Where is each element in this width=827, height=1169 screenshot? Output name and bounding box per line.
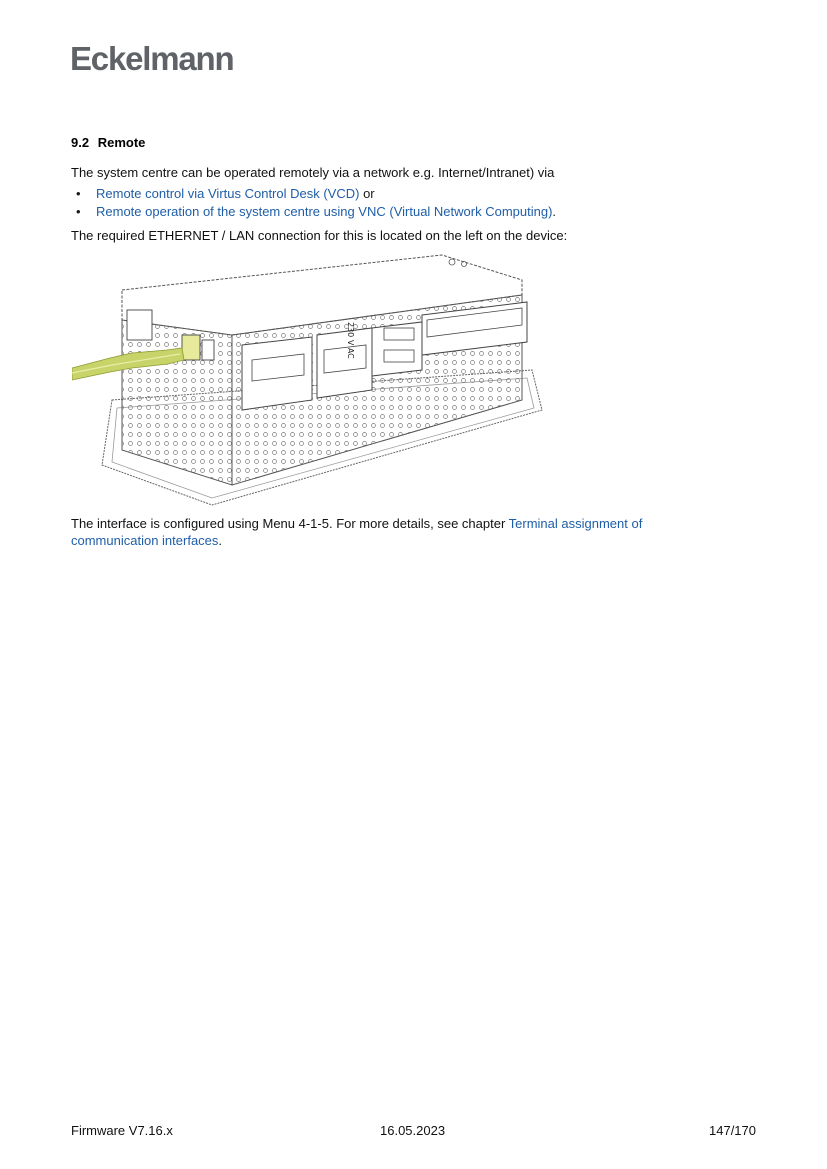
eckelmann-logo: Eckelmann: [70, 40, 234, 77]
footer-date: 16.05.2023: [380, 1123, 446, 1138]
bullet-icon: •: [76, 186, 81, 201]
bullet-icon: •: [76, 204, 81, 219]
remote-options-list: [71, 185, 556, 221]
intro-paragraph: The system centre can be operated remotely via a network e.g. Internet/Intranet) via: [71, 165, 555, 180]
section-title: Remote: [97, 135, 146, 150]
section-heading: [71, 135, 145, 150]
footer-page-number: 147/170: [709, 1123, 756, 1138]
section-number: 9.2: [71, 135, 90, 150]
terminal-assignment-link[interactable]: Terminal assignment of communication interfaces: [71, 516, 643, 548]
list-item: [71, 185, 556, 203]
closing-paragraph: [71, 515, 711, 549]
list-item: [71, 203, 556, 221]
device-label: 230 V AC: [346, 322, 355, 359]
list-item-suffix: .: [552, 204, 557, 219]
ethernet-note: The required ETHERNET / LAN connection for this is located on the left on the device:: [71, 228, 568, 243]
list-item-suffix: or: [359, 186, 375, 201]
closing-suffix: .: [218, 533, 223, 548]
device-illustration: [72, 250, 552, 510]
vnc-link[interactable]: Remote operation of the system centre using VNC (Virtual Network Computing): [96, 204, 553, 219]
footer-firmware: Firmware V7.16.x: [71, 1123, 173, 1138]
vcd-link[interactable]: Remote control via Virtus Control Desk (VCD): [96, 186, 360, 201]
closing-text: The interface is configured using Menu 4-1-5. For more details, see chapter: [71, 516, 509, 531]
